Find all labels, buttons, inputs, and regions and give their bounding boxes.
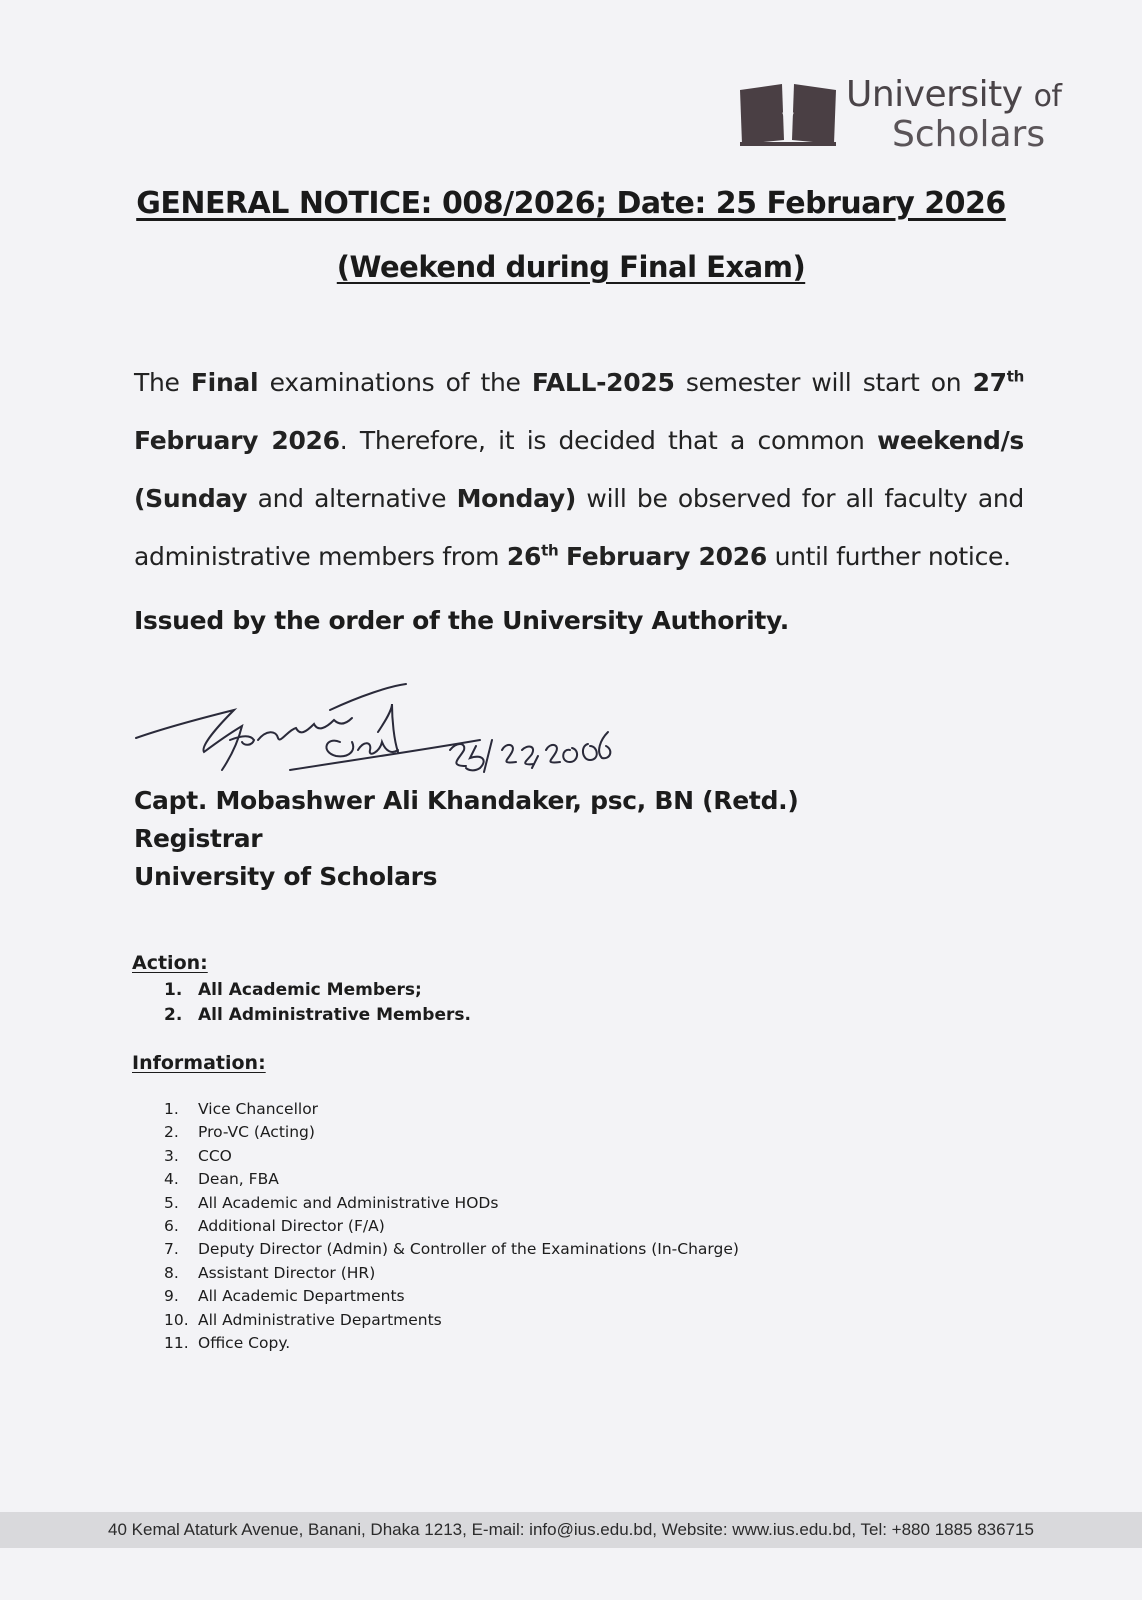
notice-subtitle: (Weekend during Final Exam) (336, 250, 806, 284)
open-book-icon (738, 82, 838, 148)
body-text-6: will be observed for all faculty and administrative members from (134, 484, 1024, 571)
body-bold-semester: FALL-2025 (531, 368, 675, 397)
body-bold-final: Final (190, 368, 259, 397)
logo-line1: University (846, 74, 1023, 115)
body-text-4: . Therefore, it is decided that a common (339, 426, 878, 455)
list-item: 8. Assistant Director (HR) (164, 1263, 376, 1282)
list-item: 6. Additional Director (F/A) (164, 1217, 385, 1236)
body-text-7: until further notice. (766, 542, 1011, 571)
body-text-2: examinations of the (258, 368, 532, 397)
list-item: 10. All Administrative Departments (164, 1310, 442, 1329)
logo-line2: Scholars (892, 114, 1046, 155)
body-text-3: semester will start on (674, 368, 973, 397)
body-bold-sunday: (Sunday (134, 484, 248, 513)
list-item: 2. All Administrative Members. (164, 1005, 471, 1025)
body-text-1: The (134, 368, 191, 397)
body-bold-from-day: 26th (506, 541, 559, 571)
body-bold-monday: Monday) (456, 484, 577, 513)
body-bold-start-day: 27th (972, 367, 1025, 397)
list-item: 11. Office Copy. (164, 1334, 291, 1353)
body-bold-from-month: February 2026 (566, 542, 767, 571)
action-list (164, 978, 471, 1028)
signatory-block (134, 782, 798, 896)
signatory-name: Capt. Mobashwer Ali Khandaker, psc, BN (Retd.) (134, 786, 799, 815)
university-logo (738, 76, 1098, 156)
list-item: 1. All Academic Members; (164, 980, 422, 1000)
logo-wordmark (846, 76, 1061, 154)
list-item: 3. CCO (164, 1146, 232, 1165)
signatory-organization: University of Scholars (134, 862, 438, 891)
signatory-title: Registrar (134, 824, 263, 853)
information-heading: Information: (132, 1052, 266, 1074)
logo-line1-suffix: of (1033, 79, 1062, 114)
list-item: 5. All Academic and Administrative HODs (164, 1193, 499, 1212)
list-item: 4. Dean, FBA (164, 1170, 279, 1189)
list-item: 1. Vice Chancellor (164, 1100, 319, 1118)
list-item: 2. Pro-VC (Acting) (164, 1123, 315, 1142)
body-bold-start-month: February 2026 (134, 426, 340, 455)
body-bold-weekend: weekend/s (877, 426, 1024, 455)
action-heading: Action: (132, 952, 208, 974)
issued-statement: Issued by the order of the University Authority. (134, 606, 789, 635)
body-text-5: and alternative (247, 484, 457, 513)
list-item: 9. All Academic Departments (164, 1287, 405, 1306)
footer-contact: 40 Kemal Ataturk Avenue, Banani, Dhaka 1213, E-mail: info@ius.edu.bd, Website: www.ius.edu.bd, Tel: +880 1885 836715 (0, 1512, 1142, 1548)
notice-body (134, 354, 1024, 586)
notice-title: GENERAL NOTICE: 008/2026; Date: 25 February 2026 (136, 186, 1006, 221)
information-list (164, 1098, 739, 1355)
list-item: 7. Deputy Director (Admin) & Controller of the Examinations (In-Charge) (164, 1240, 739, 1259)
